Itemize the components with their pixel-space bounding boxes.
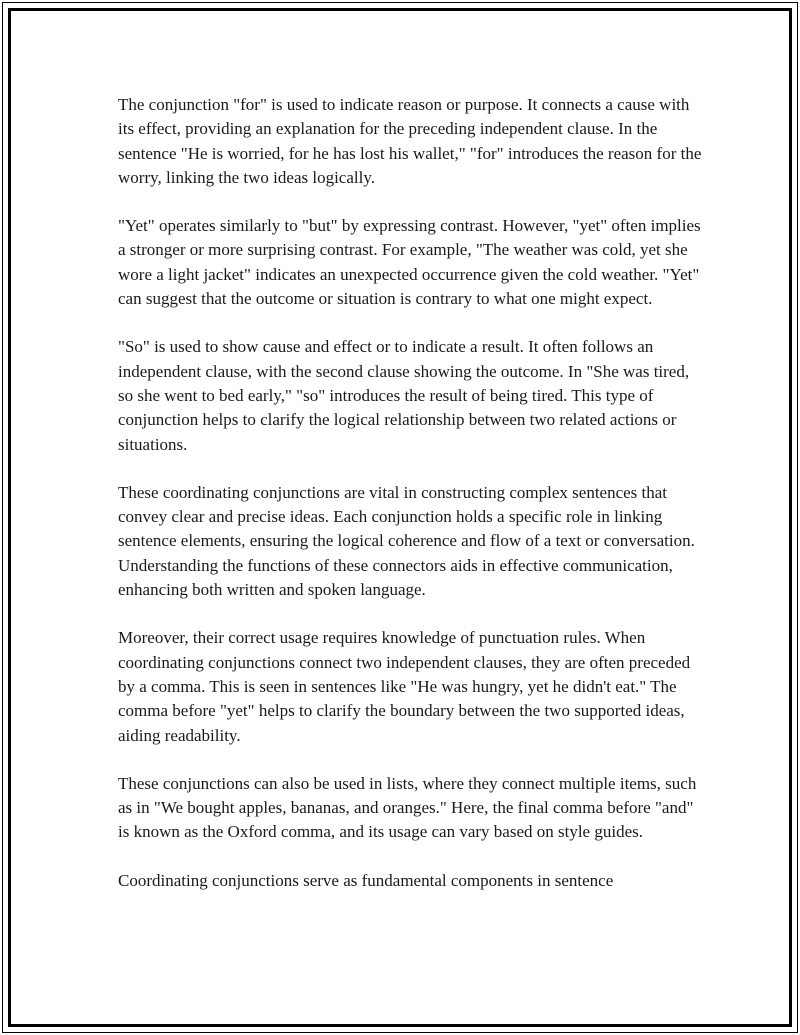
paragraph-lists: These conjunctions can also be used in lists, where they connect multiple items, such as in "We bought apples, bananas, and oranges." Here, the final comma before "and" is known as the Oxford comma, and its usage can vary based on style guides.	[118, 773, 697, 842]
paragraph-for: The conjunction "for" is used to indicate reason or purpose. It connects a cause with its effect, providing an explanation for the preceding independent clause. In the sentence "He is worried, for he has lost his wallet," "for" introduces the reason for the worry, linking the two ideas logically.	[118, 95, 702, 187]
document-body	[118, 93, 708, 917]
paragraph-importance: These coordinating conjunctions are vital in constructing complex sentences that convey clear and precise ideas. Each conjunction holds a specific role in linking sentence elements, ensuring the logical coherence and flow of a text or conversation. Understanding the functions of these connectors aids in effective communication, enhancing both written and spoken language.	[118, 482, 695, 600]
paragraph-punctuation: Moreover, their correct usage requires knowledge of punctuation rules. When coordinating conjunctions connect two independent clauses, they are often preceded by a comma. This is seen in sentences like "He was hungry, yet he didn't eat." The comma before "yet" helps to clarify the boundary between the two supported ideas, aiding readability.	[118, 628, 691, 745]
paragraph-yet: "Yet" operates similarly to "but" by expressing contrast. However, "yet" often implies a stronger or more surprising contrast. For example, "The weather was cold, yet she wore a light jacket" indicates an unexpected occurrence given the cold weather. "Yet" can suggest that the outcome or situation is contrary to what one might expect.	[118, 216, 701, 309]
paragraph-conclusion: Coordinating conjunctions serve as fundamental components in sentence	[118, 870, 614, 890]
paragraph-so: "So" is used to show cause and effect or to indicate a result. It often follows an independent clause, with the second clause showing the outcome. In "She was tired, so she went to bed early," "so" introduces the result of being tired. This type of conjunction helps to clarify the logical relationship between two related actions or situations.	[118, 337, 690, 454]
